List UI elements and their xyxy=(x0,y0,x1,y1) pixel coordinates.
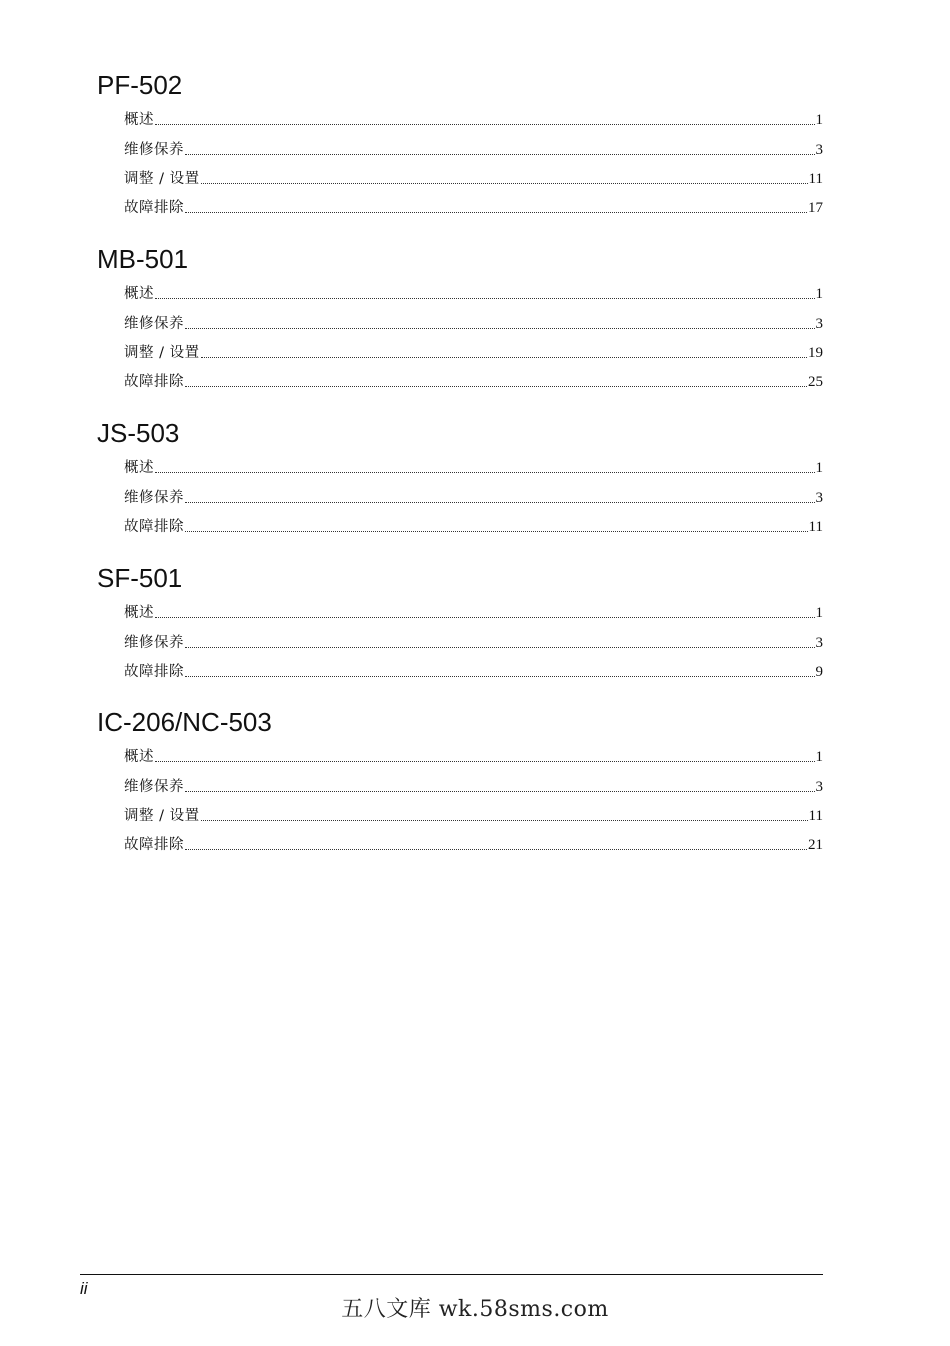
dot-leader xyxy=(201,820,808,821)
toc-entry[interactable] xyxy=(124,362,823,391)
entry-label: 维修保养 xyxy=(124,778,184,795)
toc-entry[interactable] xyxy=(124,825,823,854)
toc-section-pf-502 xyxy=(97,70,823,217)
toc-entry[interactable] xyxy=(124,303,823,332)
entry-label: 故障排除 xyxy=(124,663,184,680)
dot-leader xyxy=(155,472,815,473)
dot-leader xyxy=(185,212,807,213)
toc-section-ic-206-nc-503 xyxy=(97,707,823,854)
entry-page-number: 3 xyxy=(815,315,823,332)
entry-page-number: 19 xyxy=(808,344,823,361)
entry-label: 概述 xyxy=(124,286,154,303)
entry-label: 维修保养 xyxy=(124,315,184,332)
entry-label: 故障排除 xyxy=(124,374,184,391)
entry-page-number: 9 xyxy=(815,663,823,680)
entry-label: 维修保养 xyxy=(124,141,184,158)
entry-label: 故障排除 xyxy=(124,837,184,854)
footer-divider xyxy=(80,1274,823,1275)
entry-label: 调整 / 设置 xyxy=(124,170,200,187)
toc-entry[interactable] xyxy=(124,796,823,825)
entry-page-number: 21 xyxy=(808,837,823,854)
dot-leader xyxy=(155,761,815,762)
toc-entry[interactable] xyxy=(124,507,823,536)
toc-entry[interactable] xyxy=(124,477,823,506)
footer-page-number: ii xyxy=(80,1279,88,1298)
toc-entry[interactable] xyxy=(124,129,823,158)
dot-leader xyxy=(185,676,815,677)
entry-page-number: 11 xyxy=(808,518,823,535)
dot-leader xyxy=(185,154,815,155)
entry-page-number: 3 xyxy=(815,141,823,158)
toc-entry[interactable] xyxy=(124,652,823,681)
dot-leader xyxy=(185,791,815,792)
toc-entry[interactable] xyxy=(124,448,823,477)
section-title: PF-502 xyxy=(97,70,183,100)
dot-leader xyxy=(185,849,807,850)
toc-section-js-503 xyxy=(97,418,823,536)
dot-leader xyxy=(201,357,807,358)
toc-entry[interactable] xyxy=(124,593,823,622)
entry-page-number: 3 xyxy=(815,778,823,795)
entry-label: 调整 / 设置 xyxy=(124,807,200,824)
toc-section-sf-501 xyxy=(97,563,823,681)
entry-page-number: 1 xyxy=(815,286,823,303)
entry-page-number: 1 xyxy=(815,605,823,622)
entry-label: 故障排除 xyxy=(124,200,184,217)
entry-page-number: 1 xyxy=(815,749,823,766)
entry-label: 概述 xyxy=(124,112,154,129)
toc-entry[interactable] xyxy=(124,274,823,303)
dot-leader xyxy=(155,617,815,618)
dot-leader xyxy=(185,502,815,503)
entry-page-number: 25 xyxy=(808,374,823,391)
entry-label: 概述 xyxy=(124,605,154,622)
entry-label: 概述 xyxy=(124,460,154,477)
dot-leader xyxy=(185,647,815,648)
entry-label: 调整 / 设置 xyxy=(124,344,200,361)
dot-leader xyxy=(155,124,815,125)
section-title: IC-206/NC-503 xyxy=(97,707,272,737)
entry-page-number: 3 xyxy=(815,634,823,651)
toc-entry[interactable] xyxy=(124,622,823,651)
entry-page-number: 11 xyxy=(808,807,823,824)
dot-leader xyxy=(155,298,815,299)
section-title: MB-501 xyxy=(97,244,189,274)
dot-leader xyxy=(185,328,815,329)
section-title: SF-501 xyxy=(97,563,183,593)
toc-entry[interactable] xyxy=(124,766,823,795)
entry-page-number: 11 xyxy=(808,170,823,187)
dot-leader xyxy=(201,183,808,184)
entry-label: 故障排除 xyxy=(124,518,184,535)
toc-section-mb-501 xyxy=(97,244,823,391)
dot-leader xyxy=(185,386,807,387)
entry-label: 维修保养 xyxy=(124,634,184,651)
watermark-text: 五八文库 wk.58sms.com xyxy=(341,1297,609,1322)
toc-entry[interactable] xyxy=(124,333,823,362)
entry-page-number: 3 xyxy=(815,489,823,506)
section-title: JS-503 xyxy=(97,418,180,448)
entry-page-number: 1 xyxy=(815,112,823,129)
entry-label: 概述 xyxy=(124,749,154,766)
entry-label: 维修保养 xyxy=(124,489,184,506)
toc-entry[interactable] xyxy=(124,188,823,217)
entry-page-number: 17 xyxy=(808,200,823,217)
dot-leader xyxy=(185,531,808,532)
toc-entry[interactable] xyxy=(124,737,823,766)
entry-page-number: 1 xyxy=(815,460,823,477)
toc-entry[interactable] xyxy=(124,159,823,188)
toc-entry[interactable] xyxy=(124,100,823,129)
